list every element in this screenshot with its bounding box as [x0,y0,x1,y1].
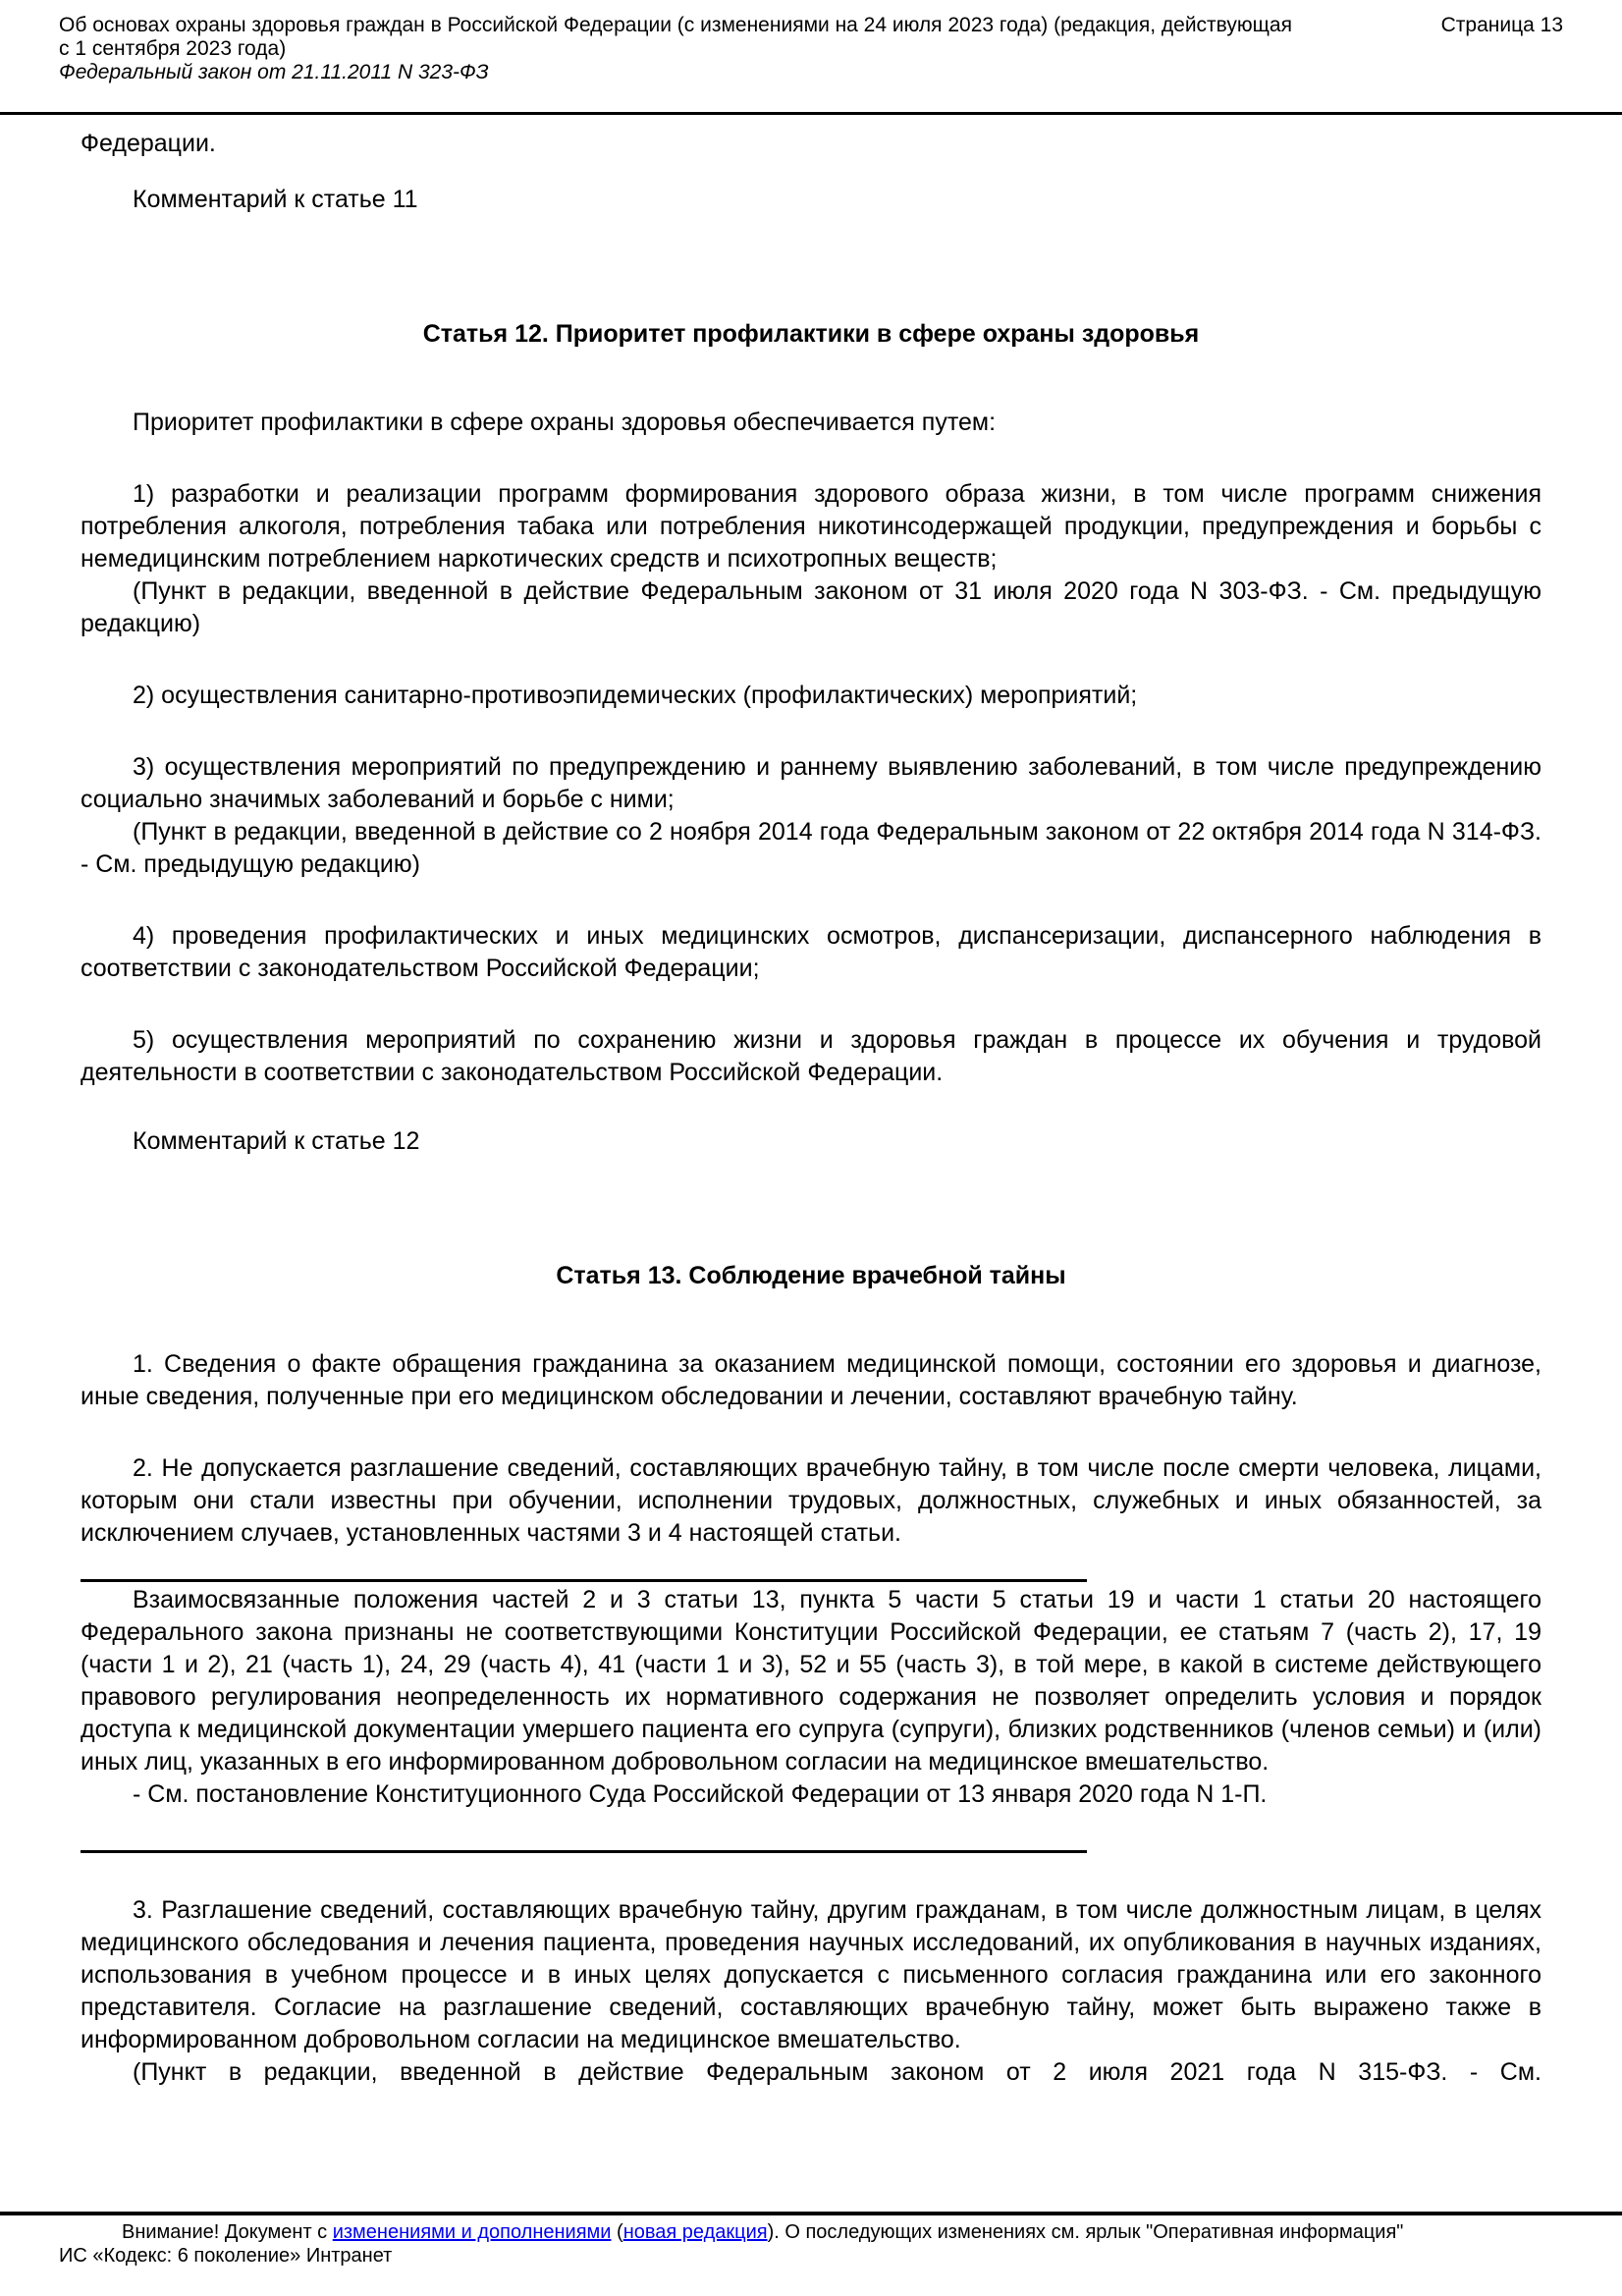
constitutional-court-note: Взаимосвязанные положения частей 2 и 3 статьи 13, пункта 5 части 5 статьи 19 и части 1 статьи 20 настоящего Федерального закона признаны не соответствующими Конституции Российской Федерации, ее статьям 7 (часть 2), 17, 19 (части 1 и 2), 21 (часть 1), 24, 29 (часть 4), 41 (части 1 и 3), 52 и 55 (часть 3), в той мере, в какой в системе действующего правового регулирования неопределенность их нормативного содержания не позволяет определить условия и порядок доступа к медицинской документации умершего пациента его супруга (супруги), близких родственников (членов семьи) и (или) иных лиц, указанных в его информированном добровольном согласии на медицинское вмешательство. [81,1586,1541,1776]
footer-text [0,2215,1622,2268]
page-footer [0,2212,1622,2268]
section-divider [81,1579,1087,1582]
comment-to-article-11: Комментарий к статье 11 [133,186,418,213]
article-13-part-3: 3. Разглашение сведений, составляющих врачебную тайну, другим гражданам, в том числе должностным лицам, в целях медицинского обследования и лечения пациента, проведения научных исследований, их опубликования в научных изданиях, использования в учебном процессе и в иных целях допускается с письменного согласия гражданина или его законного представителя. Согласие на разглашение сведений, составляющих врачебную тайну, может быть выражено также в информированном добровольном согласии на медицинское вмешательство. [81,1896,1541,2053]
revision-note-cutoff: (Пункт в редакции, введенной в действие Федеральным законом от 2 июля 2021 года N 315-ФЗ. - См. [133,2058,1541,2086]
revision-note: (Пункт в редакции, введенной в действие Федеральным законом от 31 июля 2020 года N 303-ФЗ. - См. предыдущую редакцию) [81,577,1541,637]
changes-link[interactable]: изменениями и дополнениями [332,2221,612,2243]
article-12-item-3: 3) осуществления мероприятий по предупреждению и раннему выявлению заболеваний, в том числе предупреждению социально значимых заболеваний и борьбе с ними; [81,753,1541,813]
revision-note: (Пункт в редакции, введенной в действие со 2 ноября 2014 года Федеральным законом от 22 октября 2014 года N 314-ФЗ. - См. предыдущую редакцию) [81,818,1541,878]
footer-source: ИС «Кодекс: 6 поколение» Интранет [59,2245,393,2267]
document-body [0,115,1622,2089]
section-divider [81,1850,1087,1853]
document-subtitle: Федеральный закон от 21.11.2011 N 323-ФЗ [59,61,489,83]
new-edition-link[interactable]: новая редакция [622,2221,768,2243]
article-13-part-2: 2. Не допускается разглашение сведений, составляющих врачебную тайну, в том числе после смерти человека, лицами, которым они стали известны при обучении, исполнении трудовых, должностных, служебных и иных обязанностей, за исключением случаев, установленных частями 3 и 4 настоящей статьи. [81,1454,1541,1547]
article-12-item-5: 5) осуществления мероприятий по сохранению жизни и здоровья граждан в процессе их обучения и трудовой деятельности в соответствии с законодательством Российской Федерации. [81,1026,1541,1086]
footer-notice [59,2220,1563,2244]
footer-notice-suffix: ). О последующих изменениях см. ярлык "Оперативная информация" [767,2221,1404,2243]
paragraph-continuation: Федерации. [81,130,216,157]
footer-notice-mid: ( [611,2221,623,2243]
article-13-heading: Статья 13. Соблюдение врачебной тайны [556,1262,1066,1289]
see-resolution-note: - См. постановление Конституционного Суда Российской Федерации от 13 января 2020 года N 1-П. [133,1780,1268,1808]
document-title-line2: с 1 сентября 2023 года) [59,37,287,60]
comment-to-article-12: Комментарий к статье 12 [133,1127,420,1155]
page-number: Страница 13 [1440,14,1563,36]
article-12-item-2: 2) осуществления санитарно-противоэпидемических (профилактических) мероприятий; [133,682,1138,709]
document-title-line1: Об основах охраны здоровья граждан в Российской Федерации (с изменениями на 24 июля 2023 года) (редакция, действующая [59,14,1292,36]
article-12-item-4: 4) проведения профилактических и иных медицинских осмотров, диспансеризации, диспансерного наблюдения в соответствии с законодательством Российской Федерации; [81,922,1541,982]
footer-notice-prefix: Внимание! Документ с [122,2221,333,2243]
article-12-item-1: 1) разработки и реализации программ формирования здорового образа жизни, в том числе программ снижения потребления алкоголя, потребления табака или потребления никотинсодержащей продукции, предупреждения и борьбы с немедицинским потреблением наркотических средств и психотропных веществ; [81,480,1541,573]
document-title [59,14,1345,84]
article-12-heading: Статья 12. Приоритет профилактики в сфере охраны здоровья [422,320,1200,348]
page-header [0,0,1622,84]
article-13-part-1: 1. Сведения о факте обращения гражданина за оказанием медицинской помощи, состоянии его здоровья и диагнозе, иные сведения, полученные при его медицинском обследовании и лечении, составляют врачебную тайну. [81,1350,1541,1410]
article-12-intro: Приоритет профилактики в сфере охраны здоровья обеспечивается путем: [133,409,997,436]
